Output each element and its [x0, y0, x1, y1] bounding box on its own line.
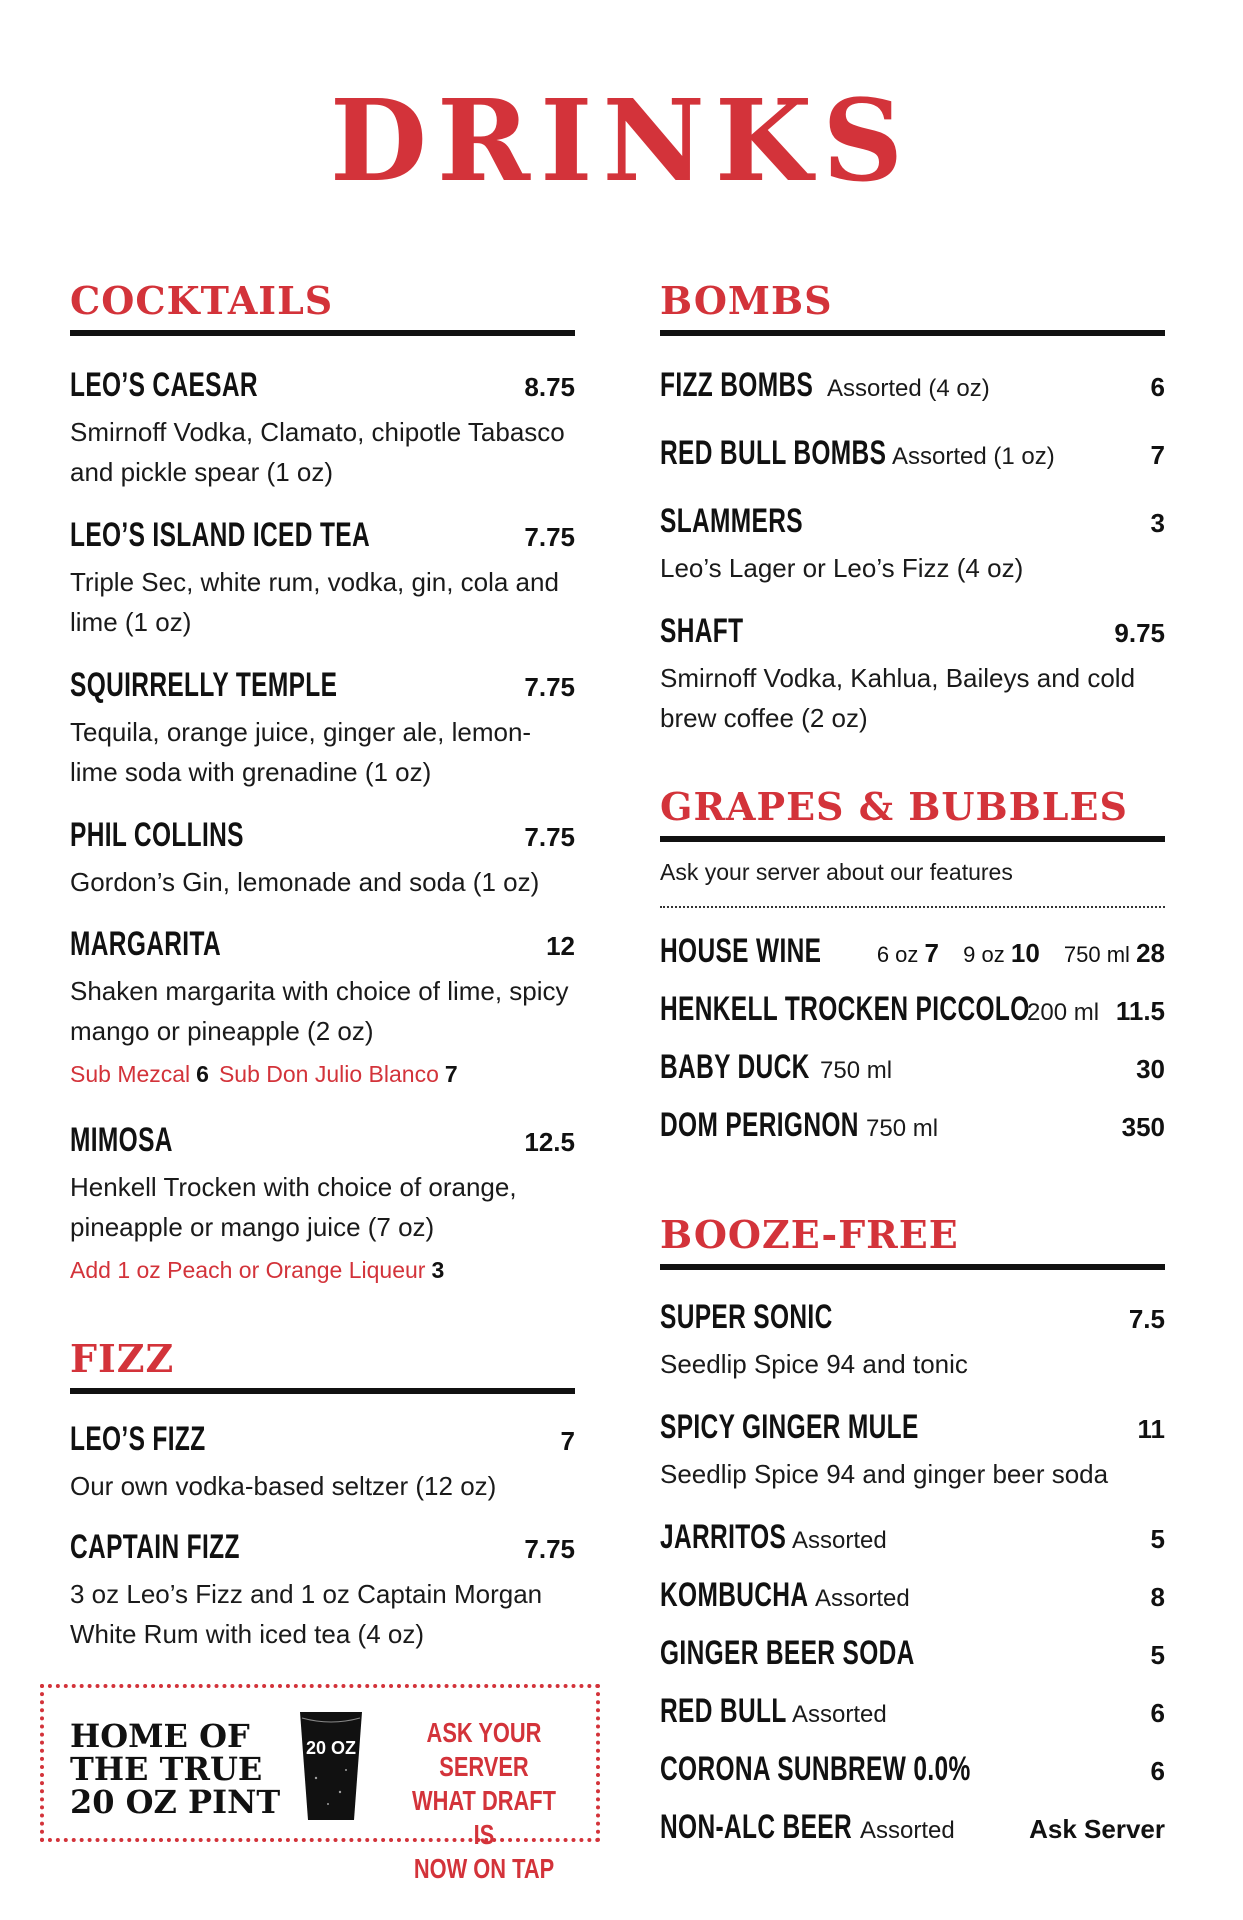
pint-glass-icon [296, 1708, 366, 1824]
addon-price: 3 [431, 1257, 445, 1283]
item-description: Triple Sec, white rum, vodka, gin, cola and lime (1 oz) [70, 567, 559, 637]
menu-item-dom-perignon [660, 1106, 1165, 1146]
section-heading-booze-free: BOOZE-FREE [660, 1212, 959, 1257]
item-description: Smirnoff Vodka, Kahlua, Baileys and cold brew coffee (2 oz) [660, 663, 1136, 733]
item-price: 7.75 [524, 822, 575, 852]
menu-item-jarritos [660, 1518, 1165, 1558]
pint-glass-label: 20 OZ [305, 1738, 357, 1758]
item-price: 7 [1150, 440, 1165, 470]
item-price: 7.75 [524, 672, 575, 702]
size-price: 7 [924, 938, 940, 968]
item-price: 7 [560, 1426, 575, 1456]
item-name: RED BULL BOMBS [660, 434, 887, 472]
menu-item-fizz-bombs [660, 366, 1165, 406]
menu-item-kombucha [660, 1576, 1165, 1616]
promo-side-line: ASK YOUR SERVER [426, 1717, 542, 1782]
item-description: Seedlip Spice 94 and ginger beer soda [660, 1459, 1109, 1489]
item-name: SLAMMERS [660, 502, 803, 540]
item-description: 3 oz Leo’s Fizz and 1 oz Captain Morgan White Rum with iced tea (4 oz) [70, 1579, 543, 1649]
item-price: 6 [1150, 1756, 1165, 1786]
promo-tap-note [384, 1716, 584, 1886]
promo-line: 20 OZ PINT [70, 1783, 281, 1821]
item-price: 8 [1150, 1582, 1165, 1612]
promo-line: THE TRUE [70, 1750, 263, 1788]
item-price: 350 [1121, 1112, 1165, 1142]
item-tag: Assorted (1 oz) [892, 443, 1055, 470]
item-description: Leo’s Lager or Leo’s Fizz (4 oz) [660, 553, 1024, 583]
addon-price: 6 [196, 1061, 209, 1087]
menu-item-henkell-trocken-piccolo [660, 990, 1165, 1030]
item-price: Ask Server [1029, 1814, 1165, 1844]
size-price: 28 [1136, 938, 1165, 968]
size-label: 750 ml [1063, 942, 1130, 967]
promo-side-line: WHAT DRAFT IS [412, 1785, 556, 1850]
house-wine-prices [877, 938, 1165, 970]
item-price: 11 [1137, 1414, 1165, 1444]
item-name: GINGER BEER SODA [660, 1634, 915, 1672]
item-name: JARRITOS [660, 1518, 787, 1556]
item-name: LEO’S FIZZ [70, 1420, 206, 1458]
item-price: 6 [1150, 372, 1165, 402]
item-tag: Assorted [815, 1585, 910, 1612]
item-name: CORONA SUNBREW 0.0% [660, 1750, 971, 1788]
item-name: KOMBUCHA [660, 1576, 809, 1614]
item-name: HOUSE WINE [660, 932, 822, 970]
item-name: SPICY GINGER MULE [660, 1408, 919, 1446]
addon-label: Sub Don Julio Blanco [218, 1061, 439, 1087]
item-tag: Assorted [792, 1527, 887, 1554]
section-rule [660, 1264, 1165, 1270]
addon-price: 7 [444, 1061, 458, 1087]
item-description: Henkell Trocken with choice of orange, pineapple or mango juice (7 oz) [70, 1172, 517, 1242]
item-name: HENKELL TROCKEN PICCOLO [660, 990, 1030, 1028]
promo-side-line: NOW ON TAP [413, 1853, 555, 1884]
item-name: FIZZ BOMBS [660, 366, 814, 404]
item-tag: 750 ml [866, 1115, 939, 1142]
item-description: Gordon’s Gin, lemonade and soda (1 oz) [70, 867, 540, 897]
item-price: 6 [1150, 1698, 1165, 1728]
addon-label: Sub Mezcal [70, 1061, 191, 1087]
size-label: 9 oz [963, 942, 1005, 967]
item-addons [70, 1256, 454, 1284]
item-name: BABY DUCK [660, 1048, 810, 1086]
item-price: 30 [1136, 1054, 1165, 1084]
menu-item-baby-duck [660, 1048, 1165, 1088]
item-description: Smirnoff Vodka, Clamato, chipotle Tabasco and pickle spear (1 oz) [70, 417, 565, 487]
menu-item-red-bull [660, 1692, 1165, 1732]
item-price: 9.75 [1114, 618, 1165, 648]
item-name: SUPER SONIC [660, 1298, 833, 1336]
item-price: 5 [1150, 1640, 1165, 1670]
item-description: Our own vodka-based seltzer (12 oz) [70, 1471, 497, 1501]
menu-item-house-wine [660, 932, 1165, 972]
item-tag: 200 ml [1027, 999, 1100, 1026]
section-heading-fizz: FIZZ [70, 1336, 175, 1381]
item-name: SHAFT [660, 612, 744, 650]
item-tag: Assorted [792, 1701, 887, 1728]
item-name: CAPTAIN FIZZ [70, 1528, 240, 1566]
menu-item-red-bull-bombs [660, 434, 1165, 474]
section-rule [70, 330, 575, 336]
section-heading-grapes-bubbles: GRAPES & BUBBLES [660, 784, 1128, 829]
addon-label: Add 1 oz Peach or Orange Liqueur [70, 1257, 426, 1283]
item-name: LEO’S ISLAND ICED TEA [70, 516, 370, 554]
item-description: Shaken margarita with choice of lime, spicy mango or pineapple (2 oz) [70, 976, 569, 1046]
item-price: 7.75 [524, 1534, 575, 1564]
dotted-divider [660, 906, 1165, 908]
item-tag: Assorted [860, 1817, 955, 1844]
section-heading-bombs: BOMBS [660, 278, 833, 323]
item-tag: Assorted (4 oz) [827, 375, 990, 402]
section-heading-cocktails: COCKTAILS [70, 278, 334, 323]
item-name: DOM PERIGNON [660, 1106, 859, 1144]
section-rule [660, 836, 1165, 842]
size-label: 6 oz [876, 942, 919, 967]
section-rule [660, 330, 1165, 336]
menu-item-ginger-beer-soda [660, 1634, 1165, 1674]
promo-headline [70, 1717, 281, 1821]
pint-promo-box [40, 1684, 600, 1884]
section-rule [70, 1388, 575, 1394]
item-price: 8.75 [524, 372, 575, 402]
item-price: 3 [1150, 508, 1165, 538]
item-name: MARGARITA [70, 925, 222, 963]
item-name: LEO’S CAESAR [70, 366, 258, 404]
item-price: 7.5 [1128, 1304, 1165, 1334]
item-price: 12 [546, 931, 575, 961]
item-description: Seedlip Spice 94 and tonic [660, 1349, 968, 1379]
item-name: RED BULL [660, 1692, 787, 1730]
grapes-note: Ask your server about our features [660, 859, 1013, 885]
menu-item-non-alc-beer [660, 1808, 1165, 1848]
item-price: 5 [1150, 1524, 1165, 1554]
item-price: 11.5 [1115, 996, 1165, 1026]
item-price: 12.5 [524, 1127, 575, 1157]
item-name: NON-ALC BEER [660, 1808, 853, 1846]
item-tag: 750 ml [820, 1057, 893, 1084]
page-title: DRINKS [329, 76, 914, 207]
size-price: 10 [1010, 938, 1040, 968]
item-name: SQUIRRELLY TEMPLE [70, 666, 338, 704]
promo-line: HOME OF [70, 1717, 250, 1755]
item-name: PHIL COLLINS [70, 816, 244, 854]
item-price: 7.75 [524, 522, 575, 552]
item-name: MIMOSA [70, 1121, 173, 1159]
item-addons [70, 1060, 468, 1088]
item-description: Tequila, orange juice, ginger ale, lemon-lime soda with grenadine (1 oz) [70, 717, 532, 787]
menu-item-corona-sunbrew [660, 1750, 1165, 1790]
